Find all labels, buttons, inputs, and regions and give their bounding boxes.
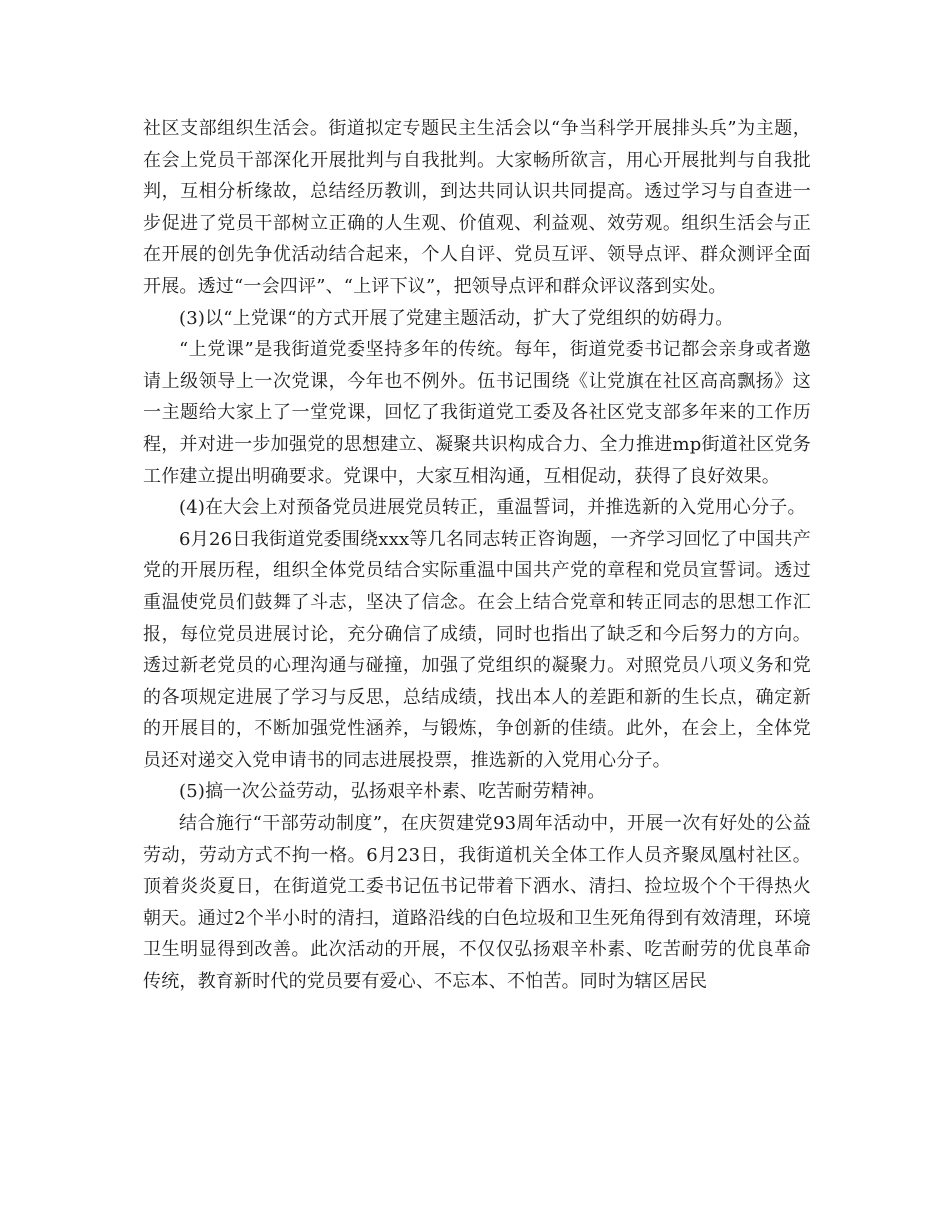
paragraph-continued: 社区支部组织生活会。街道拟定专题民主生活会以“争当科学开展排头兵”为主题，在会上党员干部深化开展批判与自我批判。大家畅所欲言，用心开展批判与自我批判，互相分析缘故，总结经历教训，到达共同认识共同提高。透过学习与自查进一步促进了党员干部树立正确的人生观、价值观、利益观、效劳观。组织生活会与正在开展的创先争优活动结合起来，个人自评、党员互评、领导点评、群众测评全面开展。透过“一会四评”、“上评下议”，把领导点评和群众评议落到实处。	[143, 118, 811, 297]
paragraph-party-lecture: “上党课”是我街道党委坚持多年的传统。每年，街道党委书记都会亲身或者邀请上级领导上一次党课，今年也不例外。伍书记围绕《让党旗在社区高高飘扬》这一主题给大家上了一堂党课，回忆了我街道党工委及各社区党支部多年来的工作历程，并对进一步加强党的思想建立、凝聚共识构成合力、全力推进mp街道社区党务工作建立提出明确要求。党课中，大家互相沟通，互相促动，获得了良好效果。	[143, 339, 811, 487]
paragraph-member-conversion: 6月26日我街道党委围绕xxx等几名同志转正咨询题，一齐学习回忆了中国共产党的开展历程，组织全体党员结合实际重温中国共产党的章程和党员宣誓词。透过重温使党员们鼓舞了斗志，坚决了信念。在会上结合党章和转正同志的思想工作汇报，每位党员进展讨论，充分确信了成绩，同时也指出了缺乏和今后努力的方向。透过新老党员的心理沟通与碰撞，加强了党组织的凝聚力。对照党员八项义务和党的各项规定进展了学习与反思，总结成绩，找出本人的差距和新的生长点，确定新的开展目的，不断加强党性涵养，与锻炼，争创新的佳绩。此外，在会上，全体党员还对递交入党申请书的同志进展投票，推选新的入党用心分子。	[143, 528, 811, 771]
section-heading-4: (4)在大会上对预备党员进展党员转正，重温誓词，并推选新的入党用心分子。	[179, 497, 806, 519]
section-heading-3: (3)以“上党课“的方式开展了党建主题活动，扩大了党组织的妨碍力。	[179, 307, 734, 329]
section-heading-5: (5)搞一次公益劳动，弘扬艰辛朴素、吃苦耐劳精神。	[179, 781, 606, 803]
document-body	[143, 113, 811, 998]
paragraph-public-labor: 结合施行“干部劳动制度”，在庆贺建党93周年活动中，开展一次有好处的公益劳动，劳动方式不拘一格。6月23日，我街道机关全体工作人员齐聚凤凰村社区。顶着炎炎夏日，在街道党工委书记伍书记带着下洒水、清扫、捡垃圾个个干得热火朝天。通过2个半小时的清扫，道路沿线的白色垃圾和卫生死角得到有效清理，环境卫生明显得到改善。此次活动的开展，不仅仅弘扬艰辛朴素、吃苦耐劳的优良革命传统，教育新时代的党员要有爱心、不忘本、不怕苦。同时为辖区居民	[143, 813, 811, 993]
